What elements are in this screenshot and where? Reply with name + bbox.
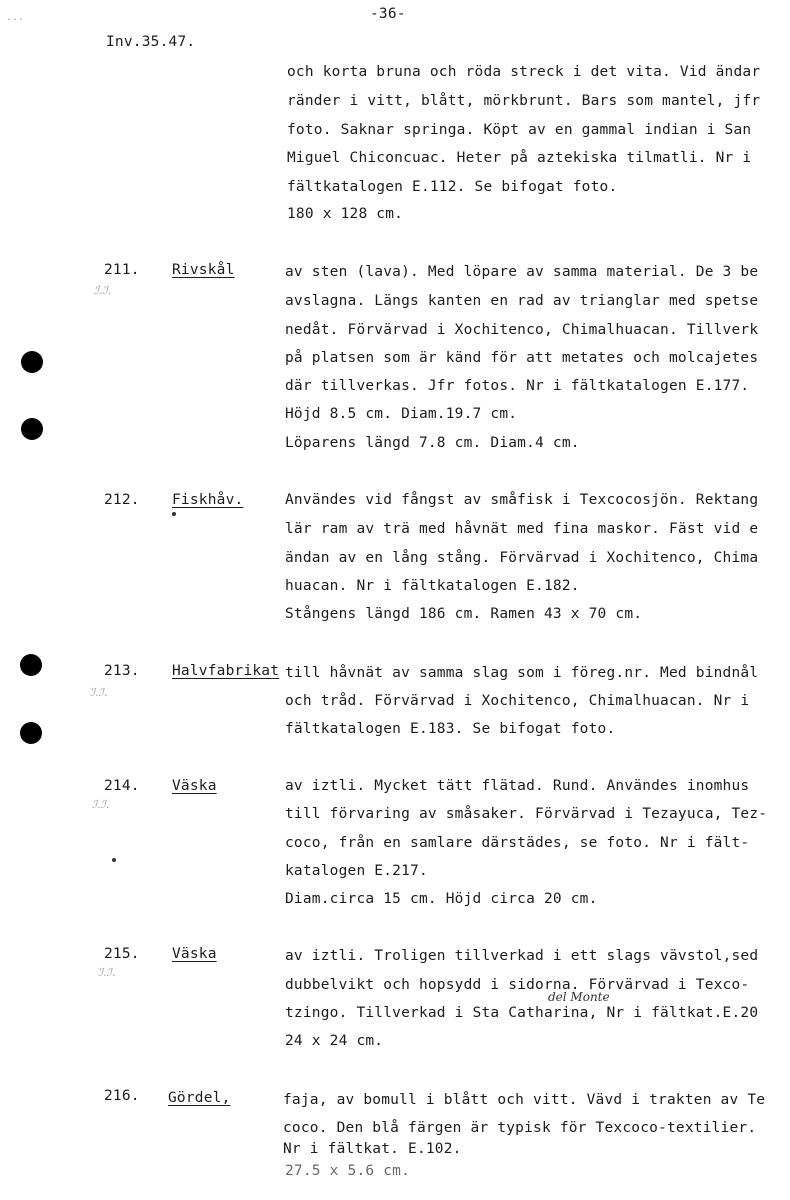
- text-line: tzingo. Tillverkad i Sta Catharina, Nr i fältkat.E.20: [285, 1005, 759, 1021]
- margin-scribble: ℐ.ℐ.: [94, 284, 112, 297]
- text-line: av iztli. Troligen tillverkad i ett slags vävstol,sed: [285, 948, 759, 964]
- entry-number: 212.: [104, 492, 140, 508]
- entry-name: Halvfabrikat: [172, 663, 280, 679]
- text-line: Nr i fältkat. E.102.: [283, 1141, 462, 1157]
- text-line: dubbelvikt och hopsydd i sidorna. Förvärvad i Texco-: [285, 977, 750, 993]
- text-line: fältkatalogen E.112. Se bifogat foto.: [287, 179, 618, 195]
- page-number: -36-: [370, 6, 406, 22]
- text-line: huacan. Nr i fältkatalogen E.182.: [285, 578, 580, 594]
- inventory-number: Inv.35.47.: [106, 34, 196, 50]
- handwritten-insertion: del Monte: [548, 990, 610, 1004]
- text-line: på platsen som är känd för att metates och molcajetes: [285, 350, 759, 366]
- text-line: och tråd. Förvärvad i Xochitenco, Chimalhuacan. Nr i: [285, 693, 750, 709]
- text-line: Miguel Chiconcuac. Heter på aztekiska tilmatli. Nr i: [287, 150, 752, 166]
- ink-dot: [112, 858, 116, 862]
- text-line: av sten (lava). Med löpare av samma material. De 3 be: [285, 264, 759, 280]
- text-line: Diam.circa 15 cm. Höjd circa 20 cm.: [285, 891, 598, 907]
- entry-number: 211.: [104, 262, 140, 278]
- text-line: katalogen E.217.: [285, 863, 428, 879]
- entry-name: Fiskhåv.: [172, 492, 244, 508]
- entry-number: 213.: [104, 663, 140, 679]
- entry-name: Rivskål: [172, 262, 235, 278]
- margin-scribble: ℐ.ℐ.: [90, 686, 108, 699]
- entry-name: Väska: [172, 946, 217, 962]
- punch-hole: [21, 418, 43, 440]
- text-line: till håvnät av samma slag som i föreg.nr. Med bindnål: [285, 665, 759, 681]
- text-line: coco. Den blå färgen är typisk för Texcoco-textilier.: [283, 1120, 757, 1136]
- text-line: Stångens längd 186 cm. Ramen 43 x 70 cm.: [285, 606, 643, 622]
- margin-scribble: ℐ.ℐ.: [98, 966, 116, 979]
- text-line: ränder i vitt, blått, mörkbrunt. Bars som mantel, jfr: [287, 93, 761, 109]
- text-line: 180 x 128 cm.: [287, 206, 404, 222]
- text-line: Användes vid fångst av småfisk i Texcocosjön. Rektang: [285, 492, 759, 508]
- text-line: ändan av en lång stång. Förvärvad i Xochitenco, Chima: [285, 550, 759, 566]
- text-line: till förvaring av småsaker. Förvärvad i Tezayuca, Tez-: [285, 806, 768, 822]
- text-line: och korta bruna och röda streck i det vita. Vid ändar: [287, 64, 761, 80]
- text-line: nedåt. Förvärvad i Xochitenco, Chimalhuacan. Tillverk: [285, 322, 759, 338]
- text-line: Höjd 8.5 cm. Diam.19.7 cm.: [285, 406, 518, 422]
- margin-scribble: ℐ.ℐ.: [92, 798, 110, 811]
- text-line: faja, av bomull i blått och vitt. Vävd i trakten av Te: [283, 1092, 766, 1108]
- entry-name: Väska: [172, 778, 217, 794]
- entry-name: Gördel,: [168, 1090, 231, 1106]
- text-line: där tillverkas. Jfr fotos. Nr i fältkatalogen E.177.: [285, 378, 750, 394]
- corner-mark: ...: [6, 12, 25, 23]
- text-line: fältkatalogen E.183. Se bifogat foto.: [285, 721, 616, 737]
- text-line: av iztli. Mycket tätt flätad. Rund. Användes inomhus: [285, 778, 750, 794]
- ink-dot: [172, 512, 176, 516]
- text-line: foto. Saknar springa. Köpt av en gammal indian i San: [287, 122, 752, 138]
- text-line: Löparens längd 7.8 cm. Diam.4 cm.: [285, 435, 580, 451]
- entry-number: 215.: [104, 946, 140, 962]
- text-line: 27.5 x 5.6 cm.: [285, 1163, 411, 1179]
- text-line: 24 x 24 cm.: [285, 1033, 384, 1049]
- punch-hole: [20, 654, 42, 676]
- text-line: lär ram av trä med håvnät med fina maskor. Fäst vid e: [285, 521, 759, 537]
- text-line: coco, från en samlare därstädes, se foto. Nr i fält-: [285, 835, 750, 851]
- entry-number: 214.: [104, 778, 140, 794]
- text-line: avslagna. Längs kanten en rad av trianglar med spetse: [285, 293, 759, 309]
- punch-hole: [20, 722, 42, 744]
- punch-hole: [21, 351, 43, 373]
- entry-number: 216.: [104, 1088, 140, 1104]
